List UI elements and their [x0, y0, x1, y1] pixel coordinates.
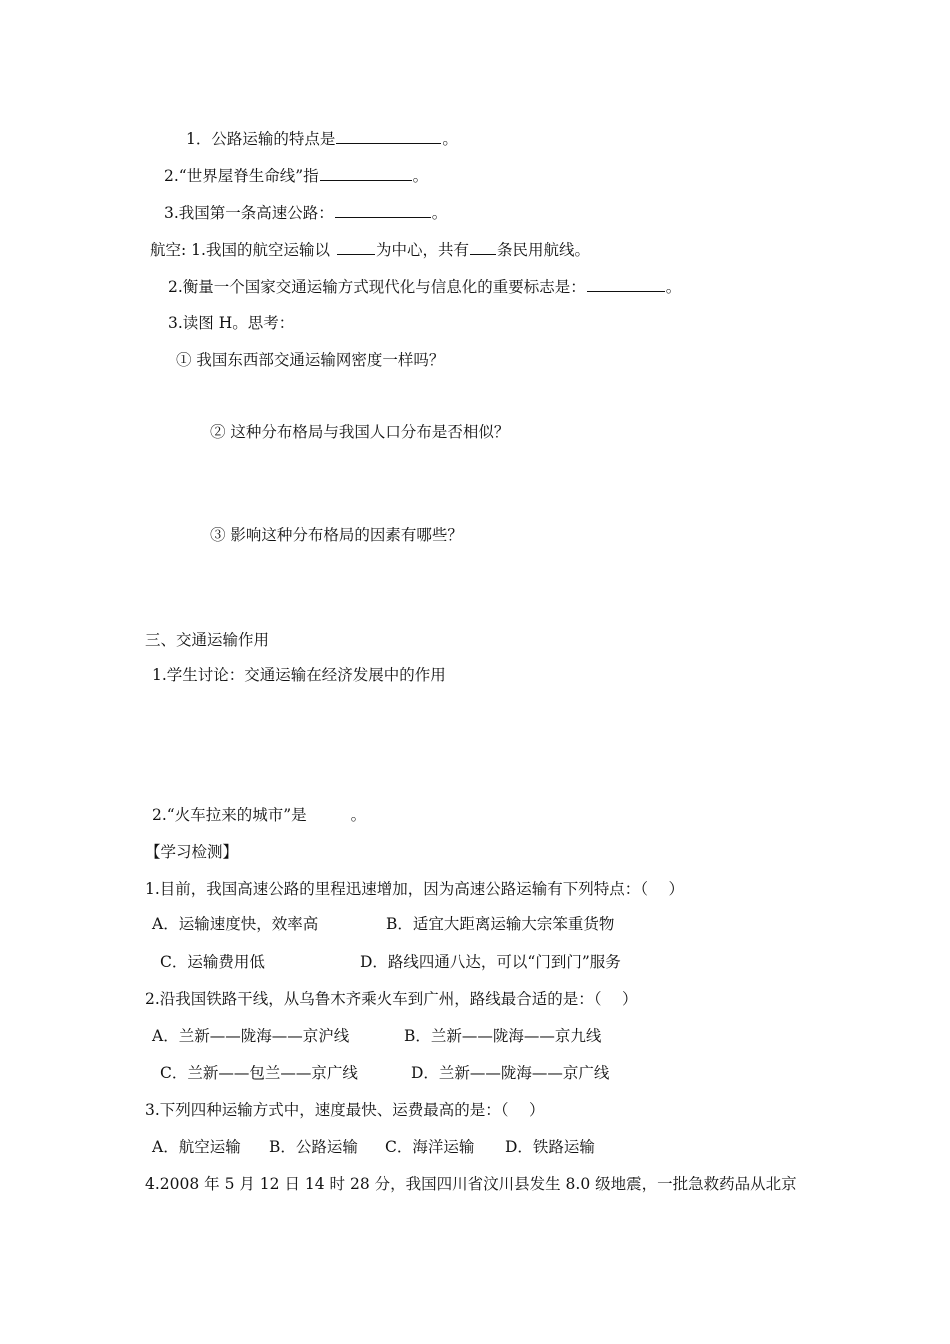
- option-b: B．兰新——陇海——京九线: [404, 1027, 602, 1045]
- question-text: 。: [431, 204, 448, 222]
- option-a: A．航空运输: [152, 1138, 241, 1156]
- air-question-2: [168, 276, 681, 297]
- question-text: 为中心，共有: [375, 241, 469, 259]
- question-text: 3.我国第一条高速公路：: [164, 204, 334, 222]
- think-question-1: ① 我国东西部交通运输网密度一样吗？: [176, 351, 445, 369]
- option-c: C．运输费用低: [160, 953, 265, 971]
- option-c: C．兰新——包兰——京广线: [160, 1064, 358, 1082]
- option-c: C．海洋运输: [385, 1138, 475, 1156]
- answer-blank[interactable]: [335, 202, 431, 218]
- air-question-3: 3.读图 H。思考：: [168, 314, 295, 332]
- question-text: 。: [412, 167, 429, 185]
- option-d: D．路线四通八达，可以“门到门”服务: [360, 953, 621, 971]
- option-b: B．公路运输: [269, 1138, 358, 1156]
- road-question-3: [164, 202, 447, 223]
- option-a: A．兰新——陇海——京沪线: [152, 1027, 350, 1045]
- option-d: D．兰新——陇海——京广线: [411, 1064, 610, 1082]
- answer-blank[interactable]: [320, 165, 412, 181]
- think-question-3: ③ 影响这种分布格局的因素有哪些？: [210, 526, 463, 544]
- question-text: 2.“世界屋脊生命线”指: [164, 167, 319, 185]
- discussion-question: 1.学生讨论：交通运输在经济发展中的作用: [152, 666, 446, 684]
- answer-blank[interactable]: [587, 276, 665, 292]
- question-text: 1．公路运输的特点是: [186, 130, 336, 148]
- question-text: 2.衡量一个国家交通运输方式现代化与信息化的重要标志是：: [168, 278, 586, 296]
- question-text: 。: [350, 806, 367, 824]
- quiz-question-1: 1.目前，我国高速公路的里程迅速增加，因为高速公路运输有下列特点：（ ）: [145, 880, 684, 898]
- section-heading: 三、交通运输作用: [145, 631, 270, 649]
- road-question-2: [164, 165, 428, 186]
- air-question-1: [150, 239, 590, 260]
- question-text: 。: [442, 130, 458, 148]
- option-b: B．适宜大距离运输大宗笨重货物: [386, 915, 615, 933]
- city-question: [152, 805, 366, 825]
- answer-blank[interactable]: [470, 239, 496, 255]
- question-text: 条民用航线。: [496, 241, 590, 259]
- question-text: 航空: 1.我国的航空运输以: [150, 241, 330, 259]
- quiz-question-4: 4.2008 年 5 月 12 日 14 时 28 分，我国四川省汶川县发生 8.0 级地震，一批急救药品从北京: [145, 1175, 797, 1193]
- answer-blank[interactable]: [336, 128, 441, 144]
- question-text: 。: [665, 278, 682, 296]
- quiz-question-3: 3.下列四种运输方式中，速度最快、运费最高的是：（ ）: [145, 1101, 545, 1119]
- quiz-heading: 【学习检测】: [145, 843, 239, 861]
- question-text: 2.“火车拉来的城市”是: [152, 806, 307, 824]
- answer-blank[interactable]: [337, 239, 375, 255]
- option-a: A．运输速度快，效率高: [152, 915, 319, 933]
- think-question-2: ② 这种分布格局与我国人口分布是否相似？: [210, 423, 510, 441]
- option-d: D．铁路运输: [505, 1138, 595, 1156]
- road-question-1: [186, 128, 458, 149]
- quiz-question-2: 2.沿我国铁路干线，从乌鲁木齐乘火车到广州，路线最合适的是：（ ）: [145, 990, 638, 1008]
